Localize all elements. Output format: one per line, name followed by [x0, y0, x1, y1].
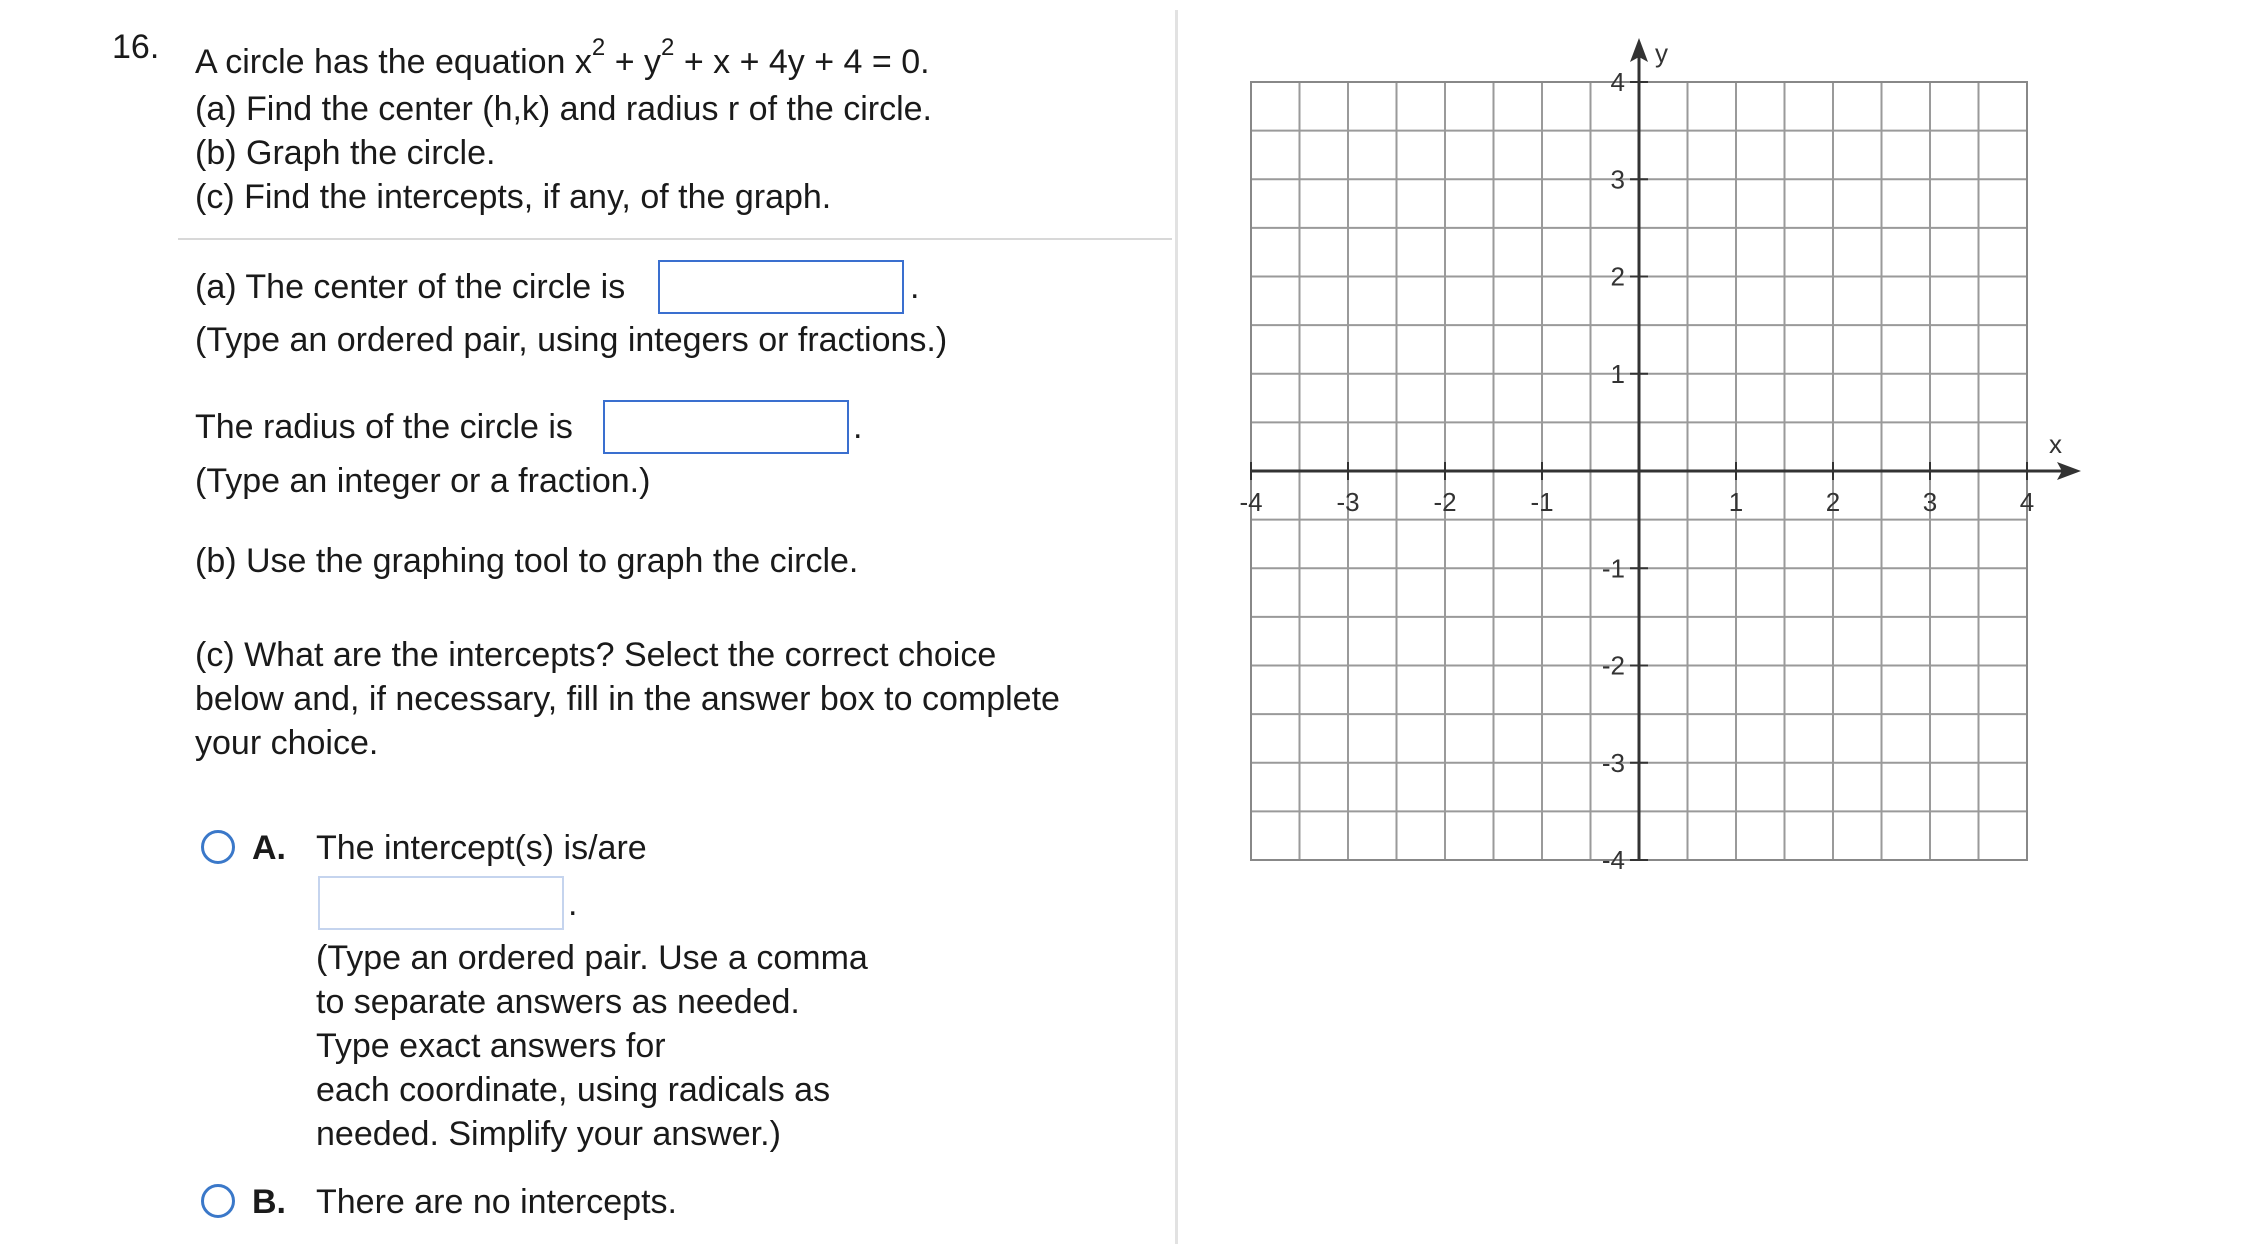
x-tick-label: 3 — [1922, 487, 1938, 517]
y-tick-label: 3 — [1610, 164, 1625, 195]
question-part-a: (a) Find the center (h,k) and radius r of the circle. — [195, 90, 932, 128]
intercepts-period: . — [568, 885, 578, 923]
y-tick-label: 4 — [1610, 67, 1625, 97]
equation-exponent-x: 2 — [591, 34, 606, 61]
radius-answer-input[interactable] — [603, 400, 849, 454]
radius-hint: (Type an integer or a fraction.) — [195, 462, 651, 500]
x-tick-label: 2 — [1825, 487, 1841, 517]
y-axis-label: y — [1655, 38, 1668, 68]
choice-a-label: A. — [252, 829, 286, 867]
center-prompt: (a) The center of the circle is — [195, 268, 626, 306]
center-period: . — [910, 268, 920, 306]
choice-a-hint-line-3: Type exact answers for — [316, 1027, 666, 1065]
choice-b-radio[interactable] — [201, 1184, 235, 1218]
question-number: 16. — [112, 28, 160, 66]
equation-mid: + y — [605, 43, 662, 81]
x-tick-label: -2 — [1433, 487, 1457, 517]
intercepts-prompt-line-1: (c) What are the intercepts? Select the correct choice — [195, 636, 997, 674]
panel-divider — [1175, 10, 1178, 1244]
choice-a-hint-line-5: needed. Simplify your answer.) — [316, 1115, 781, 1153]
question-part-c: (c) Find the intercepts, if any, of the graph. — [195, 178, 832, 216]
choice-a-radio[interactable] — [201, 830, 235, 864]
choice-a-text: The intercept(s) is/are — [316, 829, 647, 867]
intercepts-prompt-line-2: below and, if necessary, fill in the answer box to complete — [195, 680, 1060, 718]
x-tick-label: 1 — [1728, 487, 1744, 517]
choice-a-hint-line-1: (Type an ordered pair. Use a comma — [316, 939, 868, 977]
axes — [1251, 38, 2081, 860]
graph-prompt: (b) Use the graphing tool to graph the circle. — [195, 542, 859, 580]
y-tick-label: -4 — [1601, 845, 1625, 875]
y-tick-label: 2 — [1610, 261, 1625, 292]
equation-prefix: A circle has the equation x — [195, 43, 592, 81]
y-tick-label: -3 — [1601, 747, 1625, 778]
intercepts-answer-input[interactable] — [318, 876, 564, 930]
question-divider — [178, 238, 1172, 240]
x-tick-label: -1 — [1530, 487, 1554, 517]
x-tick-label: -3 — [1336, 487, 1360, 517]
x-tick-label: 4 — [2019, 487, 2035, 517]
x-tick-label: -4 — [1239, 487, 1263, 517]
question-part-b: (b) Graph the circle. — [195, 134, 496, 172]
y-tick-label: 1 — [1610, 358, 1625, 389]
x-axis-label: x — [2049, 429, 2062, 459]
intercepts-prompt-line-3: your choice. — [195, 724, 379, 762]
radius-period: . — [853, 408, 863, 446]
choice-b-text: There are no intercepts. — [316, 1183, 677, 1221]
equation-exponent-y: 2 — [661, 34, 675, 61]
y-tick-label: -1 — [1601, 553, 1625, 584]
graphing-tool[interactable] — [1230, 30, 2100, 890]
choice-a-hint-line-2: to separate answers as needed. — [316, 983, 800, 1021]
choice-a-hint-line-4: each coordinate, using radicals as — [316, 1071, 831, 1109]
choice-b-label: B. — [252, 1183, 286, 1221]
radius-prompt: The radius of the circle is — [195, 408, 573, 446]
equation-suffix: + x + 4y + 4 = 0. — [674, 43, 930, 81]
question-equation — [195, 34, 930, 88]
center-hint: (Type an ordered pair, using integers or fractions.) — [195, 321, 948, 359]
y-tick-label: -2 — [1601, 650, 1625, 681]
center-answer-input[interactable] — [658, 260, 904, 314]
